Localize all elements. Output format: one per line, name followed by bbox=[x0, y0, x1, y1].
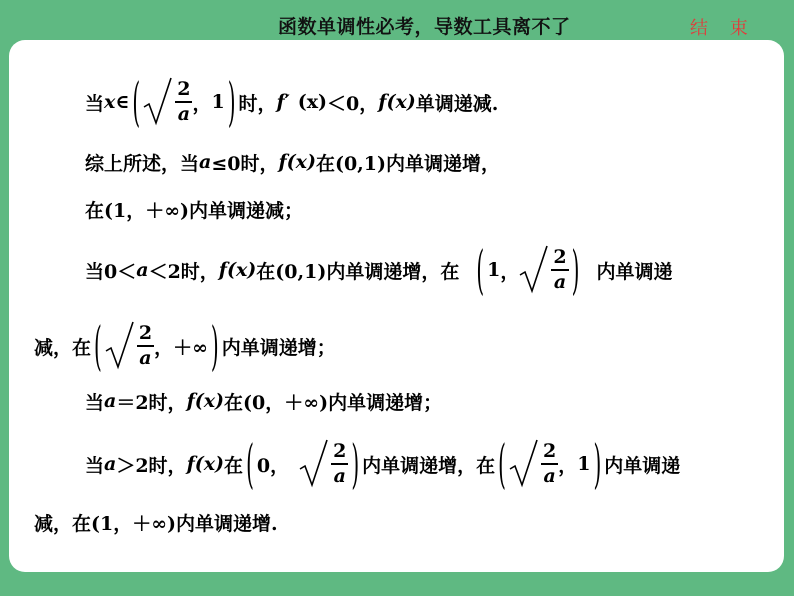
text: ， bbox=[558, 454, 578, 477]
text: ＜2时， bbox=[148, 260, 219, 283]
fraction bbox=[137, 324, 154, 368]
text: 在(0，＋∞) bbox=[224, 391, 329, 414]
end-button[interactable]: 结 束 bbox=[690, 18, 756, 39]
numerator: 2 bbox=[175, 80, 192, 103]
line-5 bbox=[34, 314, 336, 378]
text: 单调递减. bbox=[415, 92, 499, 115]
left-paren: ( bbox=[94, 314, 102, 378]
text: 当 bbox=[85, 391, 105, 414]
text: f(x) bbox=[378, 91, 416, 113]
text: 内单调递增， bbox=[386, 152, 501, 175]
text: 在 bbox=[224, 454, 244, 477]
line-3 bbox=[85, 189, 303, 229]
var-a: a bbox=[104, 453, 117, 475]
fraction bbox=[551, 248, 568, 292]
denominator: a bbox=[333, 465, 346, 487]
text: 0， bbox=[256, 454, 290, 477]
left-paren: ( bbox=[132, 70, 141, 134]
right-paren: ) bbox=[351, 432, 360, 496]
right-paren: ) bbox=[210, 314, 219, 378]
line-4 bbox=[85, 238, 673, 302]
text: f′ bbox=[276, 91, 290, 113]
text: 减，在(1，＋∞) bbox=[34, 512, 177, 535]
right-paren: ) bbox=[593, 432, 602, 496]
page-title: 函数单调性必考，导数工具离不了 bbox=[278, 16, 571, 38]
text: 时， bbox=[238, 92, 277, 115]
denominator: a bbox=[543, 465, 556, 487]
sqrt bbox=[143, 77, 192, 127]
text: ， bbox=[192, 92, 212, 115]
denominator: a bbox=[553, 271, 567, 293]
fraction bbox=[175, 80, 192, 124]
numerator: 2 bbox=[551, 248, 568, 271]
radical-icon bbox=[143, 77, 173, 127]
fraction bbox=[541, 442, 558, 486]
right-paren: ) bbox=[571, 238, 580, 302]
sqrt bbox=[105, 321, 154, 371]
right-paren: ) bbox=[227, 70, 236, 134]
text: (x) bbox=[297, 91, 328, 113]
numerator: 2 bbox=[137, 324, 154, 347]
sqrt bbox=[509, 439, 558, 489]
text: 在(0,1) bbox=[315, 152, 386, 175]
text: ≤0时， bbox=[211, 152, 279, 175]
line-1 bbox=[85, 70, 499, 134]
text: ， bbox=[154, 336, 174, 359]
text: 内单调递增； bbox=[221, 336, 336, 359]
text: ＝2时， bbox=[116, 391, 187, 414]
text: 内单调递 bbox=[604, 454, 681, 477]
line-6 bbox=[85, 381, 442, 421]
denominator: a bbox=[139, 347, 152, 369]
line-8 bbox=[34, 502, 278, 542]
text: 当 bbox=[85, 92, 105, 115]
text: 综上所述，当 bbox=[85, 152, 200, 175]
text: 减，在 bbox=[34, 336, 92, 359]
text: 在(1，＋∞) bbox=[85, 199, 190, 222]
text: 内单调递 bbox=[596, 260, 673, 283]
radical-icon bbox=[509, 439, 539, 489]
text: f(x) bbox=[186, 390, 225, 412]
text: 当 bbox=[85, 260, 105, 283]
text: 1 bbox=[487, 259, 501, 281]
var-x: x bbox=[104, 91, 116, 113]
text: 在 bbox=[440, 260, 460, 283]
var-a: a bbox=[136, 259, 149, 281]
text: 当 bbox=[85, 454, 105, 477]
text: f(x) bbox=[186, 453, 225, 475]
sqrt bbox=[519, 245, 568, 295]
text: ， bbox=[500, 260, 520, 283]
fraction bbox=[331, 442, 348, 486]
symbol-in: ∈ bbox=[115, 91, 130, 113]
var-a: a bbox=[104, 390, 117, 412]
radical-icon bbox=[519, 245, 549, 295]
numerator: 2 bbox=[541, 442, 558, 465]
radical-icon bbox=[105, 321, 135, 371]
left-paren: ( bbox=[246, 432, 254, 496]
text: 1 bbox=[211, 91, 225, 113]
sqrt bbox=[299, 439, 348, 489]
text: 0＜ bbox=[104, 260, 137, 283]
line-2 bbox=[85, 142, 500, 182]
text: 1 bbox=[577, 453, 591, 475]
text: 在(0,1) bbox=[256, 260, 327, 283]
var-a: a bbox=[199, 151, 212, 173]
text: 内单调递增. bbox=[176, 512, 278, 535]
text: 内单调递增，在 bbox=[362, 454, 496, 477]
text: ＞2时， bbox=[116, 454, 187, 477]
line-7 bbox=[85, 432, 681, 496]
text: f(x) bbox=[278, 151, 316, 173]
text: f(x) bbox=[218, 259, 257, 281]
denominator: a bbox=[177, 103, 190, 125]
text: ＋∞ bbox=[173, 336, 208, 359]
numerator: 2 bbox=[331, 442, 348, 465]
text: 内单调递增； bbox=[328, 391, 443, 414]
radical-icon bbox=[299, 439, 329, 489]
left-paren: ( bbox=[498, 432, 506, 496]
text: 内单调递增， bbox=[326, 260, 441, 283]
text: ＜0， bbox=[327, 92, 379, 115]
left-paren: ( bbox=[476, 238, 485, 302]
text: 内单调递减； bbox=[189, 199, 304, 222]
